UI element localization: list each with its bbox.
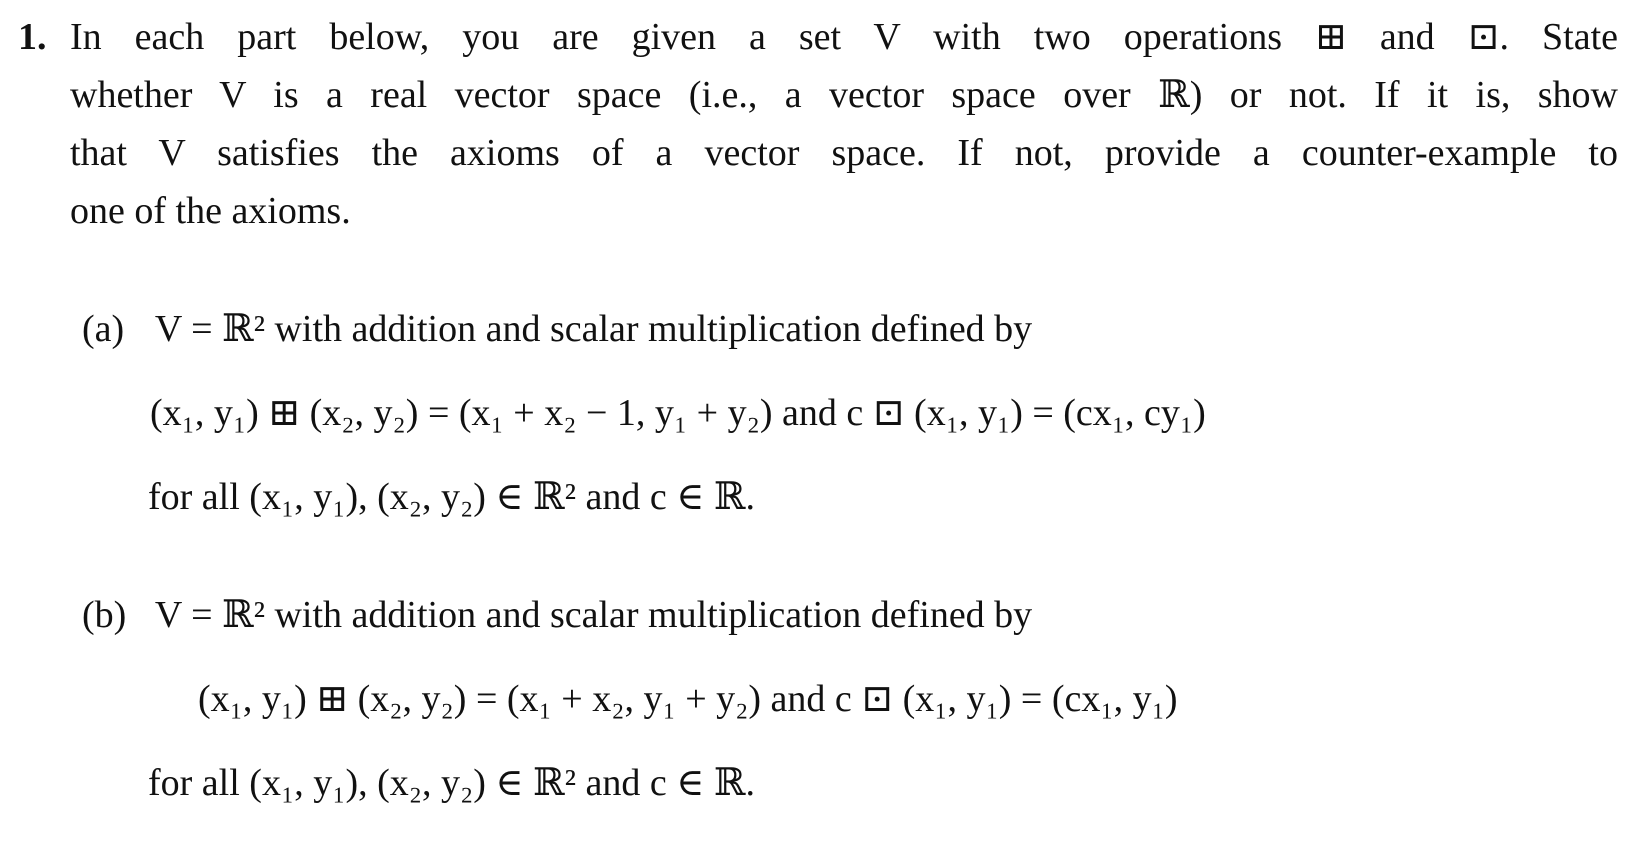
part-a-label: (a) [82, 308, 125, 350]
part-b-equation: (x₁, y₁) ⊞ (x₂, y₂) = (x₁ + x₂, y₁ + y₂) and c ⊡ (x₁, y₁) = (cx₁, y₁) [198, 678, 1178, 720]
intro-line-3: that V satisfies the axioms of a vector space. If not, provide a counter-example to [70, 132, 1618, 174]
part-b-domain: for all (x₁, y₁), (x₂, y₂) ∈ ℝ² and c ∈ ℝ. [148, 762, 755, 804]
part-b-label: (b) [82, 594, 127, 636]
intro-line-1: In each part below, you are given a set V with two operations ⊞ and ⊡. State [70, 16, 1618, 58]
problem-number: 1. [18, 16, 47, 58]
intro-line-2: whether V is a real vector space (i.e., a vector space over ℝ) or not. If it is, show [70, 74, 1618, 116]
part-b-heading-row [82, 590, 1032, 640]
part-a-domain: for all (x₁, y₁), (x₂, y₂) ∈ ℝ² and c ∈ ℝ. [148, 476, 755, 518]
part-b-heading: V = ℝ² with addition and scalar multiplication defined by [154, 594, 1033, 636]
part-a-heading-row [82, 304, 1032, 354]
intro-line-4: one of the axioms. [70, 190, 351, 232]
part-a-equation: (x₁, y₁) ⊞ (x₂, y₂) = (x₁ + x₂ − 1, y₁ + y₂) and c ⊡ (x₁, y₁) = (cx₁, cy₁) [150, 392, 1206, 434]
problem-intro [70, 8, 1618, 240]
part-a-heading: V = ℝ² with addition and scalar multiplication defined by [154, 308, 1033, 350]
